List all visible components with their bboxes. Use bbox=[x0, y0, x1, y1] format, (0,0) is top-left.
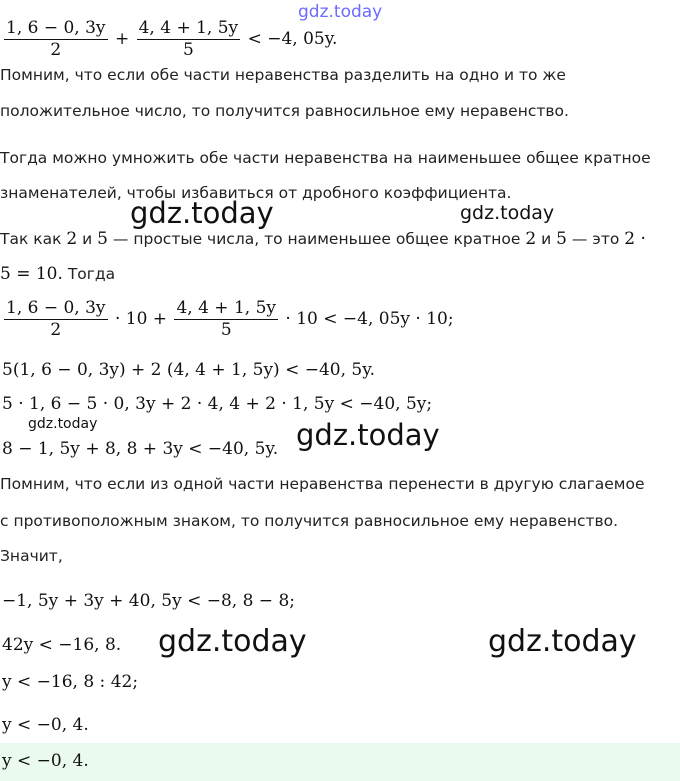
fraction-4-numerator: 4, 4 + 1, 5y bbox=[176, 298, 276, 318]
fraction-1-denominator: 2 bbox=[50, 40, 62, 60]
para3-line2 bbox=[0, 264, 115, 284]
equation-1-rhs: < −4, 05y. bbox=[247, 29, 338, 49]
fraction-4 bbox=[174, 298, 278, 341]
fraction-1 bbox=[4, 18, 108, 61]
para3-line1 bbox=[0, 229, 646, 249]
fraction-3-numerator: 1, 6 − 0, 3y bbox=[6, 298, 106, 318]
para3-text: — это bbox=[566, 230, 625, 248]
watermark-top: gdz.today bbox=[298, 2, 383, 22]
fraction-2 bbox=[137, 18, 241, 61]
equation-2 bbox=[2, 298, 454, 341]
fraction-2-numerator: 4, 4 + 1, 5y bbox=[138, 18, 239, 38]
equation-3: 5(1, 6 − 0, 3y) + 2 (4, 4 + 1, 5y) < −40, 5y. bbox=[2, 360, 375, 380]
para3-math: 5 bbox=[556, 229, 567, 249]
para3-text: и bbox=[536, 230, 557, 248]
para3-text: и bbox=[77, 230, 98, 248]
fraction-3 bbox=[4, 298, 108, 341]
equation-5: 8 − 1, 5y + 8, 8 + 3y < −40, 5y. bbox=[2, 439, 279, 459]
para1-line1: Помним, что если обе части неравенства разделить на одно и то же bbox=[0, 66, 566, 84]
watermark-1: gdz.today bbox=[130, 196, 274, 230]
equation-7: 42y < −16, 8. bbox=[2, 635, 122, 655]
para2-line1: Тогда можно умножить обе части неравенства на наименьшее общее кратное bbox=[0, 149, 651, 167]
para3-text: Так как bbox=[0, 230, 67, 248]
para3-math: 5 = 10. bbox=[0, 264, 63, 284]
equation-1 bbox=[2, 18, 337, 64]
watermark-6: gdz.today bbox=[488, 624, 637, 659]
fraction-2-denominator: 5 bbox=[182, 40, 194, 60]
para2-line2: знаменателей, чтобы избавиться от дробного коэффициента. bbox=[0, 184, 512, 202]
answer: y < −0, 4. bbox=[2, 751, 89, 771]
watermark-4: gdz.today bbox=[296, 418, 440, 452]
para3-math: 2 · bbox=[624, 229, 646, 249]
para3-math: 2 bbox=[525, 229, 537, 249]
answer-highlight bbox=[0, 743, 680, 781]
para4-line2: с противоположным знаком, то получится равносильное ему неравенство. bbox=[0, 512, 619, 530]
equation-2-mid: · 10 + bbox=[114, 309, 168, 329]
watermark-2: gdz.today bbox=[460, 202, 555, 224]
para3-math: 2 bbox=[66, 229, 78, 249]
fraction-1-numerator: 1, 6 − 0, 3y bbox=[6, 18, 106, 38]
fraction-4-denominator: 5 bbox=[220, 320, 232, 340]
therefore-label: Значит, bbox=[0, 547, 63, 565]
para1-line2: положительное число, то получится равносильное ему неравенство. bbox=[0, 102, 569, 120]
watermark-5: gdz.today bbox=[158, 624, 307, 659]
equation-4: 5 · 1, 6 − 5 · 0, 3y + 2 · 4, 4 + 2 · 1, 5y < −40, 5y; bbox=[2, 394, 433, 414]
para3-text: — простые числа, то наименьшее общее кратное bbox=[108, 230, 526, 248]
para3-text: Тогда bbox=[62, 265, 116, 283]
plus-sign: + bbox=[114, 29, 130, 49]
para3-math: 5 bbox=[97, 229, 108, 249]
equation-9: y < −0, 4. bbox=[2, 715, 89, 735]
equation-2-rhs: · 10 < −4, 05y · 10; bbox=[285, 309, 454, 329]
watermark-3: gdz.today bbox=[28, 416, 98, 432]
equation-6: −1, 5y + 3y + 40, 5y < −8, 8 − 8; bbox=[2, 591, 296, 611]
equation-8: y < −16, 8 : 42; bbox=[2, 672, 139, 692]
para4-line1: Помним, что если из одной части неравенства перенести в другую слагаемое bbox=[0, 475, 645, 493]
fraction-3-denominator: 2 bbox=[50, 320, 62, 340]
